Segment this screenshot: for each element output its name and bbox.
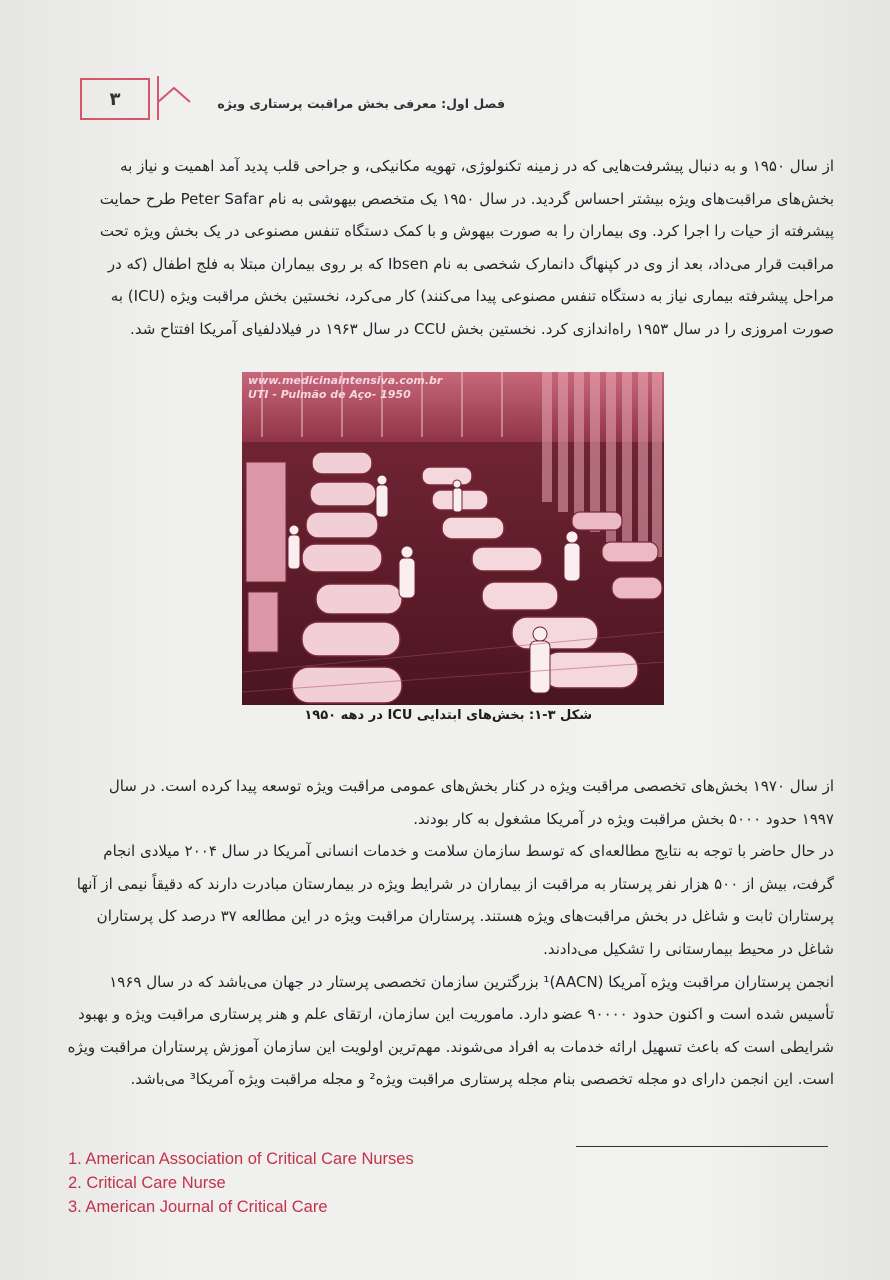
page-number: ۳ <box>109 88 121 110</box>
icu-photo-illustration <box>242 372 664 705</box>
icu-photo <box>242 372 664 705</box>
footnote: 3. American Journal of Critical Care <box>68 1198 328 1216</box>
text-line: پیشرفته از حیات را اجرا کرد. وی بیماران را به صورت بیهوش و با کمک دستگاه تنفس مصنوعی در یک بخش ویژه تحت <box>99 222 834 241</box>
photo-watermark-title: UTI - Pulmão de Aço- 1950 <box>248 388 411 401</box>
intro-paragraph <box>66 150 834 346</box>
footnote: 2. Critical Care Nurse <box>68 1174 226 1192</box>
text-line: انجمن پرستاران مراقبت ویژه آمریکا (AACN)¹ بزرگترین سازمان تخصصی پرستار در جهان می‌باشد که در سال ۱۹۶۹ <box>109 972 834 991</box>
text-line: ۱۹۹۷ حدود ۵۰۰۰ بخش مراقبت ویژه در آمریکا مشغول به کار بودند. <box>413 809 834 828</box>
text-line: مراحل پیشرفته بیماری نیاز به دستگاه تنفس مصنوعی پیدا می‌کنند) کار می‌کرد، نخستین بخش مراقبت ویژه (ICU) به <box>110 287 834 306</box>
text-line: بخش‌های مراقبت‌های ویژه بیشتر احساس گردید. در سال ۱۹۵۰ یک متخصص بیهوشی به نام Peter Safar طرح حمایت <box>99 189 834 208</box>
text-line: صورت امروزی را در سال ۱۹۵۳ راه‌اندازی کرد. نخستین بخش CCU در سال ۱۹۶۳ در فیلادلفیای آمریکا افتتاح شد. <box>130 319 834 338</box>
footnotes <box>68 1147 668 1219</box>
footnote: 1. American Association of Critical Care Nurses <box>68 1150 414 1168</box>
main-paragraph <box>66 770 834 1096</box>
text-line: پرستاران ثابت و شاغل در بخش مراقبت‌های ویژه هستند. پرستاران مراقبت ویژه در این مطالعه ۳۷ درصد کل پرستاران <box>96 907 834 926</box>
text-line: گرفت، بیش از ۵۰۰ هزار نفر پرستار به مراقبت از بیماران در شرایط ویژه در بیمارستان مبادرت دارند که دقیقاً نیمی از آنها <box>76 874 834 893</box>
photo-watermark-url: www.medicinaintensiva.com.br <box>248 374 443 387</box>
text-line: از سال ۱۹۵۰ و به دنبال پیشرفت‌هایی که در زمینه تکنولوژی، تهویه مکانیکی، و جراحی قلب پدید آمد اهمیت و نیاز به <box>120 157 834 175</box>
chapter-title: فصل اول: معرفی بخش مراقبت پرستاری ویژه <box>217 96 505 111</box>
text-line: مراقبت قرار می‌داد، بعد از وی در کپنهاگ دانمارک شخصی به نام Ibsen که بر روی بیماران مبتلا به فلج اطفال (که در <box>107 254 834 273</box>
page-number-box <box>80 78 150 120</box>
text-line: تأسیس شده است و اکنون حدود ۹۰۰۰۰ عضو دارد. ماموریت این سازمان، ارتقای علم و هنر پرستاری مراقبت ویژه و بهبود <box>78 1005 834 1024</box>
text-line: شاغل در محیط بیمارستانی را تشکیل می‌دادند. <box>543 939 834 958</box>
figure-caption: شکل ۳-۱: بخش‌های ابتدایی ICU در دهه ۱۹۵۰ <box>304 708 592 723</box>
text-line: از سال ۱۹۷۰ بخش‌های تخصصی مراقبت ویژه در کنار بخش‌های عمومی مراقبت ویژه توسعه پیدا کرده است. در سال <box>108 777 834 795</box>
text-line: است. این انجمن دارای دو مجله تخصصی بنام مجله پرستاری مراقبت ویژه² و مجله مراقبت ویژه آمریکا³ می‌باشد. <box>130 1070 834 1089</box>
text-line: شرایطی است که باعث تسهیل ارائه خدمات به افراد می‌شوند. مهم‌ترین اولویت این سازمان آموزش پرستاران مراقبت ویژه <box>67 1037 834 1056</box>
text-line: در حال حاضر با توجه به نتایج مطالعه‌ای که توسط سازمان سلامت و خدمات انسانی آمریکا در سال ۲۰۰۴ میلادی انجام <box>103 842 834 861</box>
